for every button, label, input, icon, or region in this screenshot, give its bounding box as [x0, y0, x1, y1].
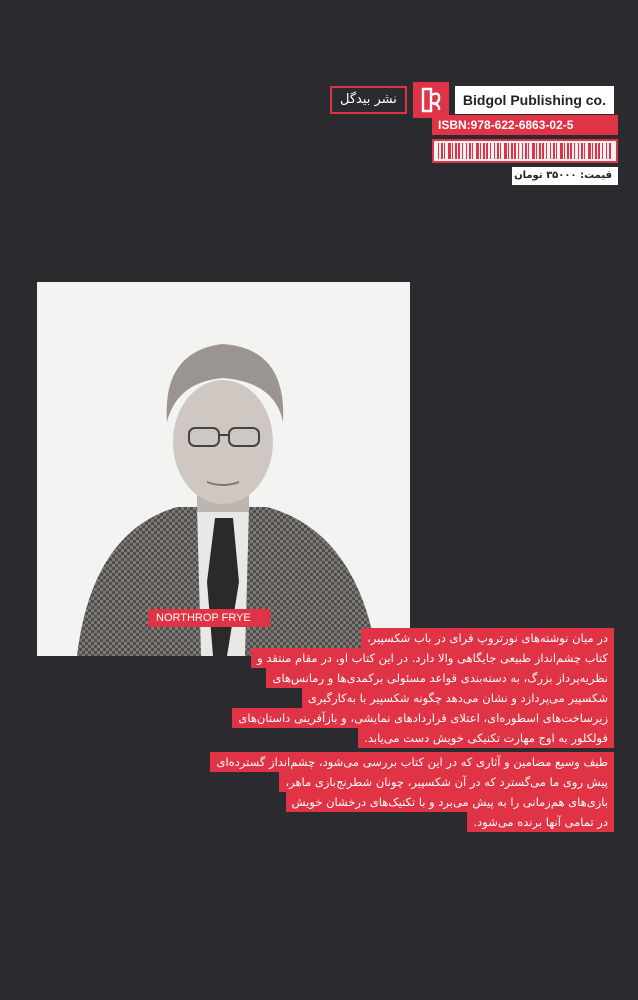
barcode-bar: [536, 143, 537, 159]
barcode-bar: [570, 143, 572, 159]
barcode-bar: [595, 143, 597, 159]
barcode-bar: [550, 143, 551, 159]
barcode-bar: [504, 143, 507, 159]
barcode-bar: [452, 143, 453, 159]
description-line: طیف وسیع مضامین و آثاری که در این کتاب بررسی می‌شود، چشم‌انداز گسترده‌ای: [210, 752, 614, 772]
description-line: زیرساخت‌های اسطوره‌ای، اعتلای قراردادهای نمایشی، و بازآفرینی داستان‌های: [232, 708, 614, 728]
author-portrait: [37, 282, 410, 656]
barcode-bar: [462, 143, 463, 159]
barcode-bar: [490, 143, 491, 159]
barcode-bar: [469, 143, 471, 159]
barcode-bar: [455, 143, 457, 159]
barcode-bar: [483, 143, 485, 159]
barcode-bar: [508, 143, 509, 159]
barcode-bar: [532, 143, 535, 159]
publisher-name-persian: نشر بیدگل: [330, 86, 407, 114]
description-block: [90, 628, 614, 888]
isbn-label: ISBN:978-622-6863-02-5: [432, 115, 618, 135]
barcode-bar: [564, 143, 565, 159]
barcode-bar: [518, 143, 519, 159]
barcode-bar: [522, 143, 523, 159]
barcode-bar: [528, 143, 529, 159]
description-line: در تمامی آنها برنده می‌شود.: [467, 812, 614, 832]
barcode: [432, 139, 618, 163]
description-line: فولکلور به اوج مهارت تکنیکی خویش دست می‌یابد.: [358, 728, 614, 748]
barcode-bar: [556, 143, 557, 159]
barcode-bar: [574, 143, 575, 159]
barcode-bar: [560, 143, 563, 159]
barcode-bar: [444, 143, 445, 159]
price-label: قیمت: ۳۵۰۰۰ تومان: [512, 167, 618, 185]
barcode-bar: [578, 143, 579, 159]
description-line: نظریه‌پرداز بزرگ، به دسته‌بندی قواعد مسئولی برکمدی‌ها و رمانس‌های: [266, 668, 614, 688]
barcode-bar: [514, 143, 516, 159]
barcode-bar: [598, 143, 600, 159]
description-line: کتاب چشم‌انداز طبیعی جایگاهی والا دارد. در این کتاب او، در مقام منتقد و: [251, 648, 614, 668]
barcode-bar: [472, 143, 473, 159]
barcode-bar: [497, 143, 499, 159]
barcode-bar: [546, 143, 547, 159]
barcode-bar: [581, 143, 583, 159]
barcode-bar: [466, 143, 467, 159]
description-line: بازی‌های هم‌زمانی را به پیش می‌برد و با تکنیک‌های درخشان خویش: [286, 792, 614, 812]
barcode-bar: [567, 143, 569, 159]
barcode-bar: [553, 143, 555, 159]
barcode-bar: [480, 143, 481, 159]
barcode-bar: [602, 143, 603, 159]
barcode-bar: [584, 143, 585, 159]
publisher-name-english: Bidgol Publishing co.: [455, 86, 614, 114]
barcode-bar: [448, 143, 451, 159]
author-name-caption: NORTHROP FRYE: [148, 609, 270, 627]
barcode-bar: [500, 143, 501, 159]
barcode-bar: [539, 143, 541, 159]
barcode-bar: [592, 143, 593, 159]
barcode-bar: [494, 143, 495, 159]
description-line: پیش روی ما می‌گسترد که در آن شکسپیر، چونان شطرنج‌بازی ماهر،: [279, 772, 614, 792]
description-line: در میان نوشته‌های نورتروپ فرای در باب شکسپیر،: [361, 628, 614, 648]
barcode-bar: [606, 143, 607, 159]
barcode-bar: [486, 143, 488, 159]
barcode-bar: [441, 143, 443, 159]
barcode-bar: [588, 143, 591, 159]
barcode-bar: [542, 143, 544, 159]
barcode-bar: [609, 143, 611, 159]
bidgol-logo-icon: [413, 82, 449, 118]
publisher-row: [330, 82, 614, 118]
barcode-bar: [438, 143, 439, 159]
barcode-bar: [476, 143, 479, 159]
description-line: شکسپیر می‌پردازد و نشان می‌دهد چگونه شکسپیر با به‌کارگیری: [302, 688, 614, 708]
barcode-bar: [511, 143, 513, 159]
barcode-bar: [525, 143, 527, 159]
barcode-bar: [458, 143, 460, 159]
